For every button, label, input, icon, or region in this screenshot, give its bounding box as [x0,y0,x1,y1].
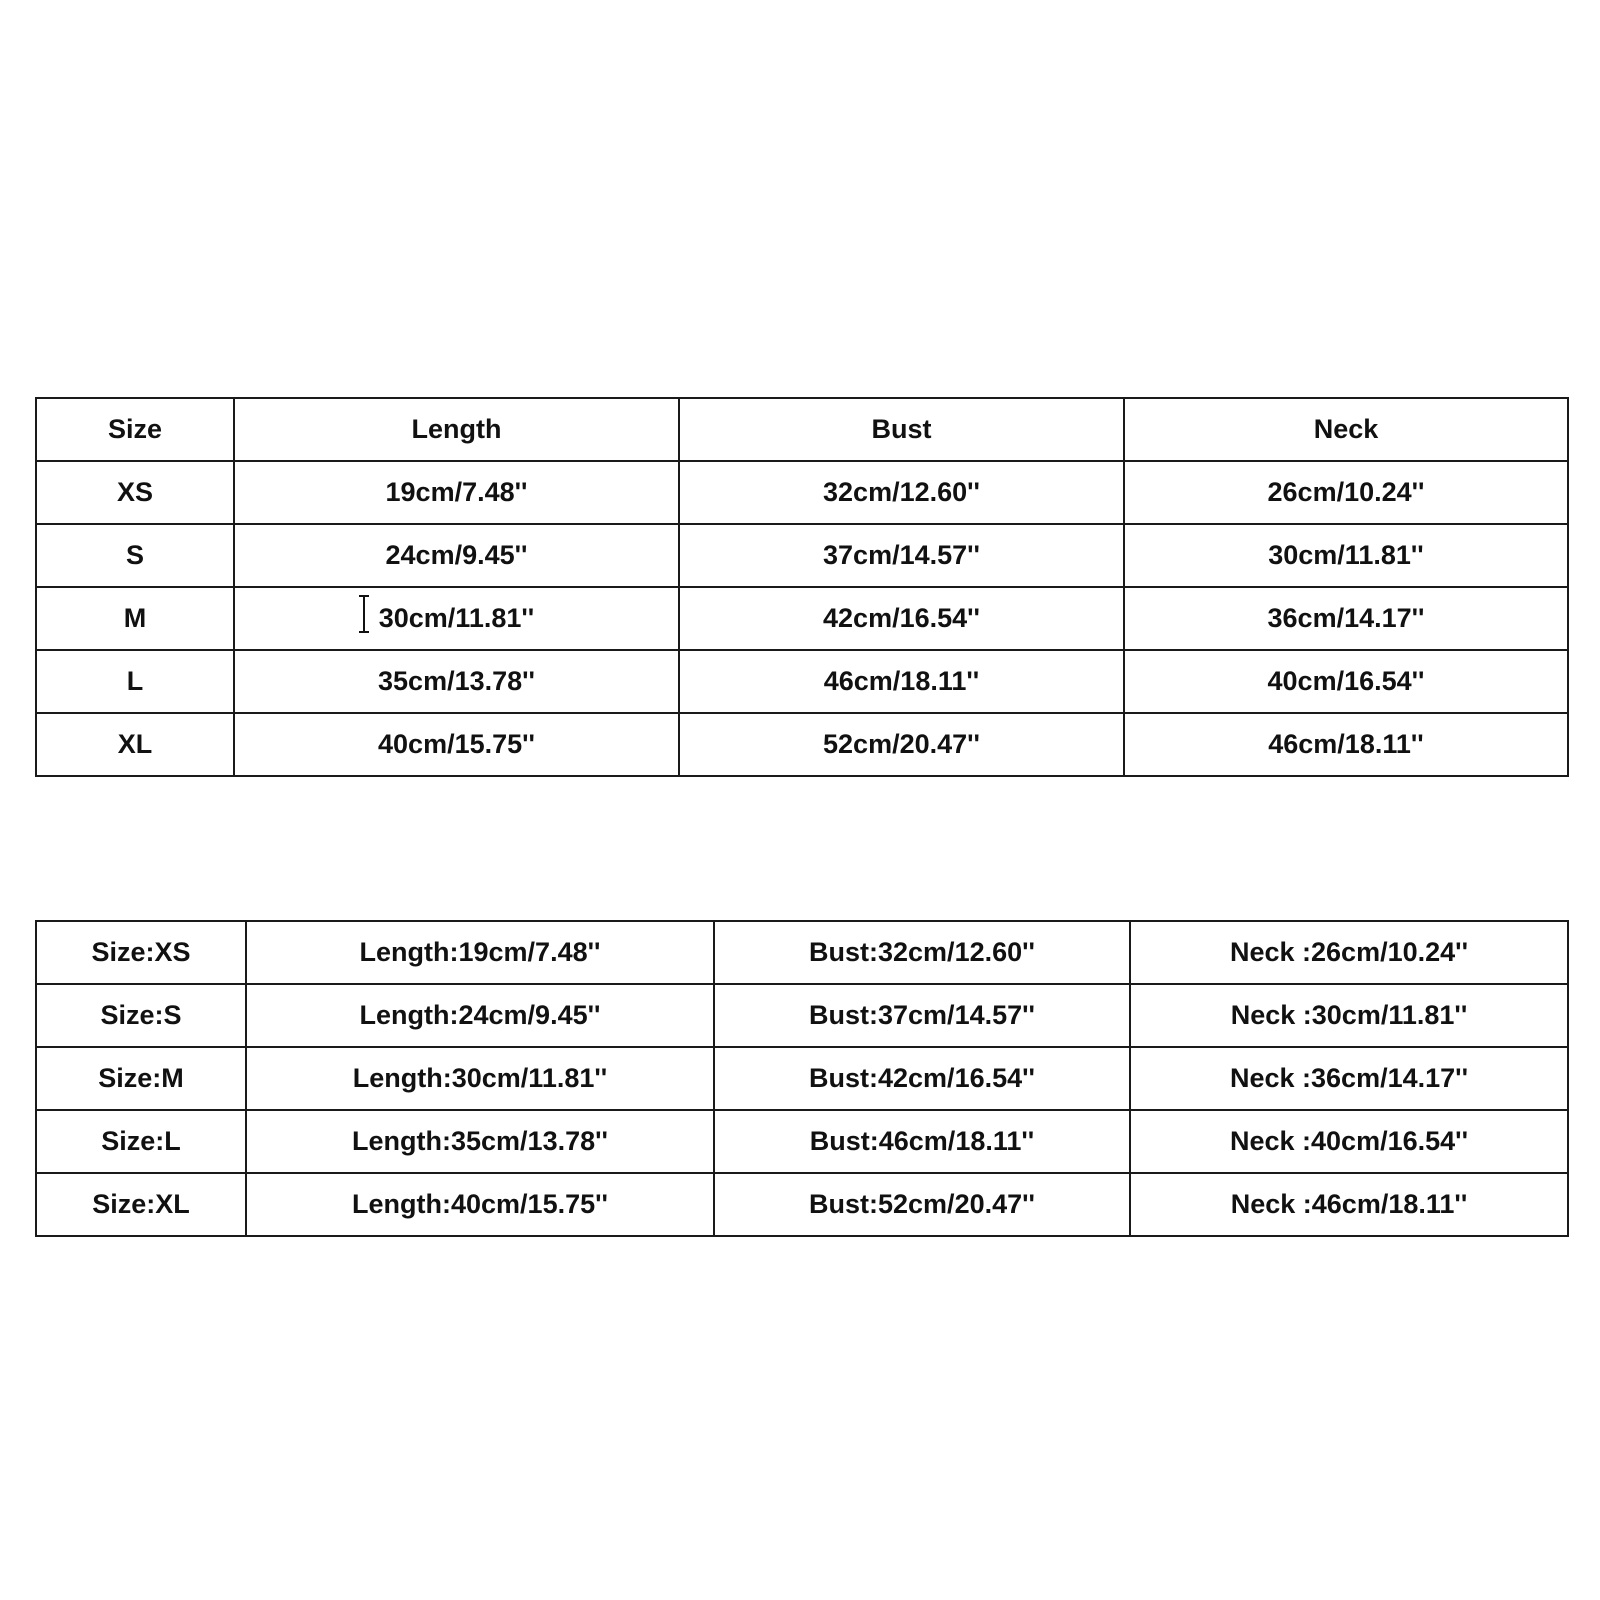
cell-bust: 32cm/12.60'' [679,461,1124,524]
cell-size: XL [36,713,234,776]
cell-bust: Bust:32cm/12.60'' [714,921,1130,984]
cell-bust: Bust:42cm/16.54'' [714,1047,1130,1110]
header-length: Length [234,398,679,461]
table-row [36,524,1568,587]
cell-bust: 52cm/20.47'' [679,713,1124,776]
cell-length: 19cm/7.48'' [234,461,679,524]
size-chart-labeled-table [35,920,1569,1237]
header-bust: Bust [679,398,1124,461]
cell-bust: 46cm/18.11'' [679,650,1124,713]
header-size: Size [36,398,234,461]
table-row [36,984,1568,1047]
cell-neck: 36cm/14.17'' [1124,587,1568,650]
cell-length: 30cm/11.81'' [234,587,679,650]
table-header-row [36,398,1568,461]
cell-neck: Neck :46cm/18.11'' [1130,1173,1568,1236]
table-row [36,713,1568,776]
cell-neck: Neck :26cm/10.24'' [1130,921,1568,984]
cell-neck: Neck :36cm/14.17'' [1130,1047,1568,1110]
cell-size: Size:XL [36,1173,246,1236]
cell-neck: 40cm/16.54'' [1124,650,1568,713]
cell-neck: 26cm/10.24'' [1124,461,1568,524]
table-row [36,1110,1568,1173]
cell-size: S [36,524,234,587]
cell-neck: 30cm/11.81'' [1124,524,1568,587]
table-row [36,650,1568,713]
table-row [36,587,1568,650]
table-row [36,1173,1568,1236]
cell-size: L [36,650,234,713]
cell-length: 40cm/15.75'' [234,713,679,776]
cell-bust: 37cm/14.57'' [679,524,1124,587]
size-chart-table [35,397,1569,777]
cell-neck: 46cm/18.11'' [1124,713,1568,776]
cell-size: M [36,587,234,650]
cell-length: Length:35cm/13.78'' [246,1110,714,1173]
cell-length: 24cm/9.45'' [234,524,679,587]
cell-size: XS [36,461,234,524]
cell-size: Size:M [36,1047,246,1110]
text-cursor-icon [358,594,370,634]
cell-length: Length:24cm/9.45'' [246,984,714,1047]
cell-bust: Bust:52cm/20.47'' [714,1173,1130,1236]
cell-length: 35cm/13.78'' [234,650,679,713]
cell-bust: Bust:46cm/18.11'' [714,1110,1130,1173]
cell-size: Size:L [36,1110,246,1173]
cell-length: Length:19cm/7.48'' [246,921,714,984]
table-row [36,461,1568,524]
cell-size: Size:S [36,984,246,1047]
table-row [36,921,1568,984]
header-neck: Neck [1124,398,1568,461]
cell-neck: Neck :30cm/11.81'' [1130,984,1568,1047]
table-row [36,1047,1568,1110]
cell-bust: Bust:37cm/14.57'' [714,984,1130,1047]
cell-bust: 42cm/16.54'' [679,587,1124,650]
cell-length: Length:40cm/15.75'' [246,1173,714,1236]
cell-size: Size:XS [36,921,246,984]
cell-neck: Neck :40cm/16.54'' [1130,1110,1568,1173]
cell-length: Length:30cm/11.81'' [246,1047,714,1110]
